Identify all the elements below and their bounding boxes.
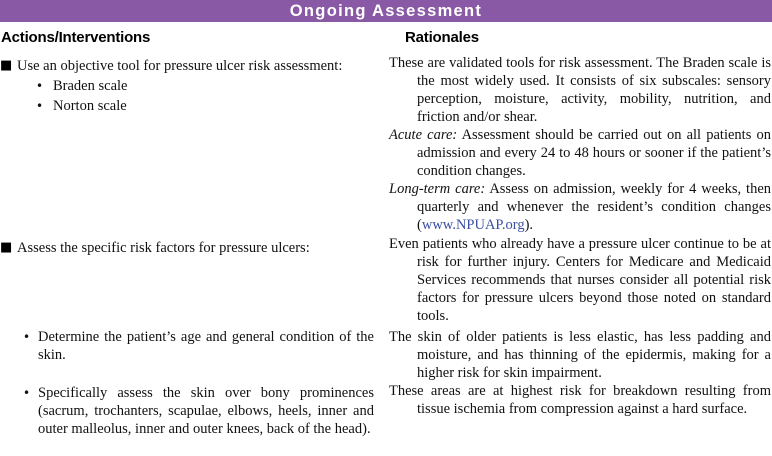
action-item [0, 328, 374, 364]
action-text: Assess the specific risk factors for pressure ulcers: [17, 240, 310, 256]
rationale-paragraph [389, 382, 771, 418]
rationale-text: Assess on admission, weekly for 4 weeks, then quarterly and whenever the resident’s condition changes ( [417, 181, 772, 233]
page-title: Ongoing Assessment [289, 1, 483, 20]
sub-item-text: Braden scale [53, 78, 128, 94]
action-item [0, 384, 374, 438]
rationale-paragraph [389, 328, 771, 382]
banner [0, 0, 772, 22]
square-bullet-icon: ■ [0, 240, 13, 255]
action-text: Use an objective tool for pressure ulcer risk assessment: [17, 58, 343, 74]
dot-bullet-icon: • [36, 79, 44, 93]
rationales-column-header: Rationales [405, 29, 479, 46]
rationale-text: Even patients who already have a pressure ulcer continue to be at risk for further injury. Centers for Medicare and Medicaid Services recommends that nurses consider all potential risk factors for pressure ulcers beyond those noted on standard tools. [389, 236, 771, 324]
dot-bullet-icon: • [23, 386, 31, 400]
dot-bullet-icon: • [23, 330, 31, 344]
rationale-text: The skin of older patients is less elastic, has less padding and moisture, and has thinning of the epidermis, making for a higher risk for skin impairment. [389, 329, 771, 381]
rationale-lead: Acute care: [389, 127, 458, 143]
rationale-text: These areas are at highest risk for breakdown resulting from tissue ischemia from compression against a hard surface. [389, 383, 771, 417]
rationale-paragraph [389, 126, 771, 180]
action-text: Determine the patient’s age and general condition of the skin. [38, 329, 374, 363]
rationale-paragraph [389, 54, 771, 126]
action-item [0, 239, 374, 257]
list-item [0, 77, 374, 95]
npuap-link[interactable]: www.NPUAP.org [421, 217, 525, 233]
dot-bullet-icon: • [36, 99, 44, 113]
rationale-paragraph [389, 235, 771, 325]
rationale-lead: Long-term care: [389, 181, 486, 197]
rationale-paragraph [389, 180, 771, 234]
actions-column-header: Actions/Interventions [1, 29, 151, 46]
action-text: Specifically assess the skin over bony prominences (sacrum, trochanters, scapulae, elbows, heels, inner and outer malleolus, inner and outer knees, back of the head). [38, 385, 374, 437]
rationale-text: These are validated tools for risk assessment. The Braden scale is the most widely used. It consists of six subscales: sensory perception, moisture, activity, mobility, nutrition, and friction and/or shear. [389, 55, 771, 125]
rationale-text: ). [524, 217, 534, 233]
sub-item-text: Norton scale [53, 98, 127, 114]
list-item [0, 97, 374, 115]
action-item [0, 57, 374, 115]
rationale-text: Assessment should be carried out on all patients on admission and every 24 to 48 hours or sooner if the patient’s condition changes. [417, 127, 771, 179]
square-bullet-icon: ■ [0, 58, 13, 73]
